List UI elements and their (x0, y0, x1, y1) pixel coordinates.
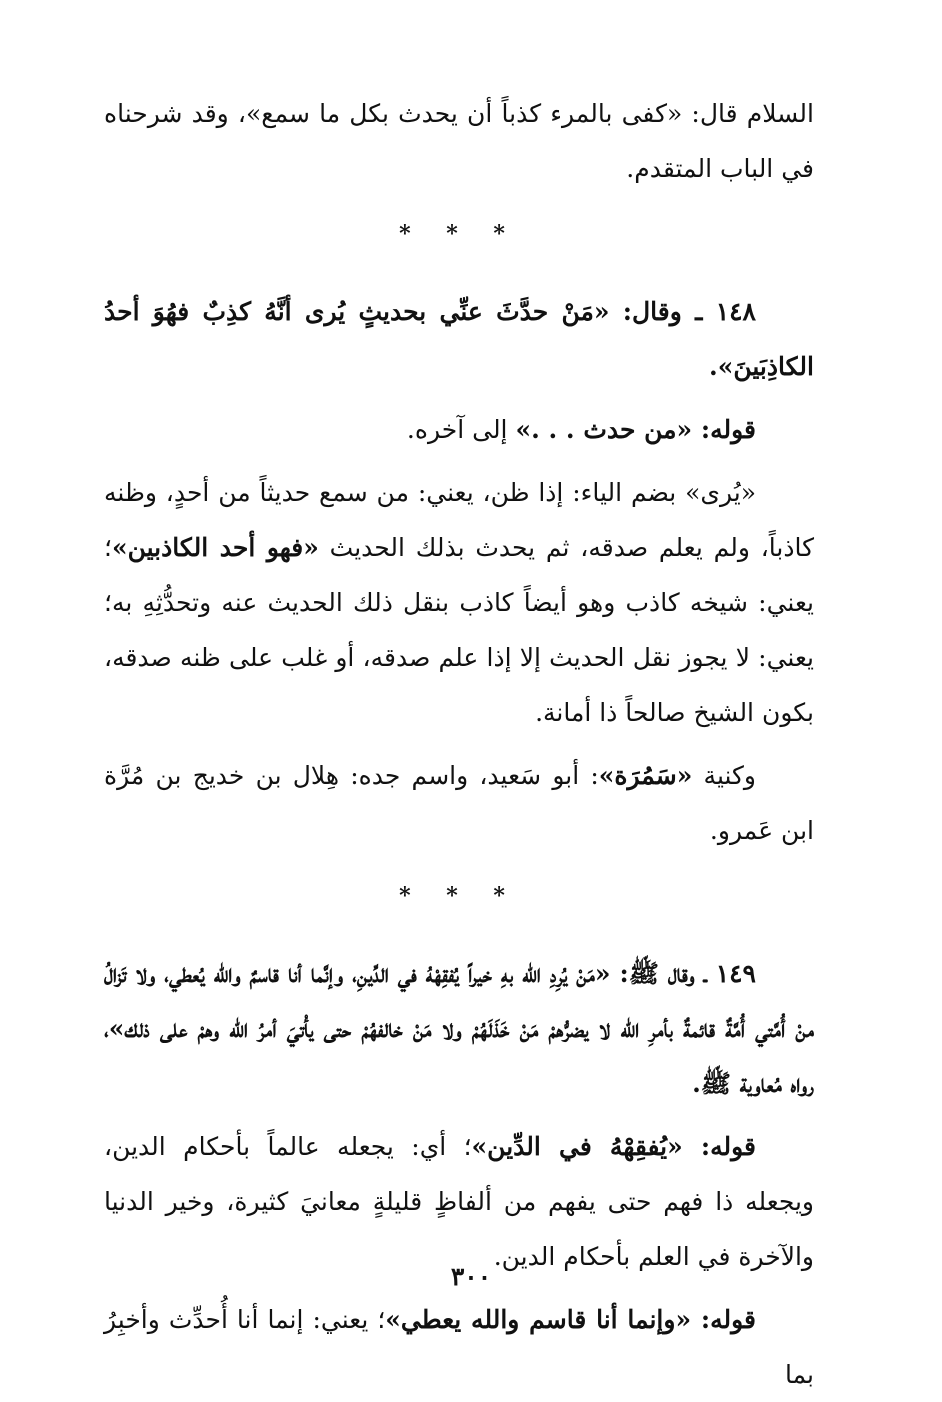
section-divider: * * * (399, 221, 519, 247)
hadith-149-text: ١٤٩ ـ وقال ﷺ: «مَنْ يُرِدِ الله بهِ خيراً يُفقِهْهُ في الدِّينِ، وإنَّما أنا قاسمٌ والله يُعطي، ولا تَزالُ منْ أُمَّتي أُمَّةٌ قائمةٌ بأمرِ الله لا يضرُّهمْ مَنْ خَذَلَهُمْ ولا مَنْ خالفهُمْ حتى يأْتيَ أمرُ الله وهمْ على ذلك»، رواه مُعاوية ﷺ. (104, 959, 815, 1098)
intro-paragraph: السلام قال: «كفى بالمرء كذباً أن يحدث بكل ما سمع»، وقد شرحناه في الباب المتقدم. (104, 99, 814, 183)
comment-148-qawluh: قوله: «من حدث . . .» (515, 415, 756, 444)
comment-148-p2-a: وكنية (692, 761, 757, 790)
comment-148-p1-a: «يُرى» بضم الياء: إذا ظن، يعني: من سمع حديثاً من أحدٍ، وظنه كاذباً، ولم يعلم صدقه، ثم يحدث بذلك الحديث (104, 478, 814, 562)
comment-148-p2-bold: «سَمُرَة» (598, 761, 693, 790)
comment-148-heading (104, 402, 814, 457)
comment-149-paragraph-1 (104, 1119, 814, 1284)
comment-148-p1-bold: «فهو أحد الكاذبين» (111, 533, 319, 562)
hadith-148-text: ١٤٨ ـ وقال: «مَنْ حدَّثَ عنِّي بحديثٍ يُرى أنَّهُ كذِبٌ فهُوَ أحدُ الكاذِبَينَ». (104, 297, 814, 381)
comment-148-p2-b: : أبو سَعيد، واسم جده: هِلال بن خديج بن مُرَّة ابن عَمرو. (104, 761, 814, 845)
comment-149-p2-bold: قوله: «وإنما أنا قاسم والله يعطي» (385, 1305, 756, 1334)
hadith-149 (104, 946, 814, 1111)
hadith-148 (104, 284, 814, 394)
comment-148-p1-b: ؛ يعني: شيخه كاذب وهو أيضاً كاذب بنقل ذلك الحديث عنه وتحدُّثِهِ به؛ يعني: لا يجوز نقل الحديث إلا إذا علم صدقه، أو غلب على ظنه صدقه، بكون الشيخ صالحاً ذا أمانة. (104, 533, 814, 727)
section-divider-2: * * * (399, 883, 519, 909)
comment-148-paragraph-2 (104, 748, 814, 858)
comment-148-paragraph-1 (104, 465, 814, 740)
comment-149-p2-rest: ؛ يعني: إنما أنا أُحدِّث وأخبِرُ بما (104, 1305, 814, 1389)
comment-149-p1-bold: قوله: «يُفقِهْهُ في الدِّين» (471, 1132, 756, 1161)
page-body (104, 86, 814, 1402)
page-number: ٣٠٠ (450, 1262, 492, 1291)
comment-149-p1-rest: ؛ أي: يجعله عالماً بأحكام الدين، ويجعله ذا فهم حتى يفهم من ألفاظٍ قليلةٍ معانيَ كثيرة، وخير الدنيا والآخرة في العلم بأحكام الدين. (104, 1132, 814, 1271)
comment-148-qawluh-rest: إلى آخره. (406, 415, 516, 444)
comment-149-paragraph-2 (104, 1292, 814, 1402)
